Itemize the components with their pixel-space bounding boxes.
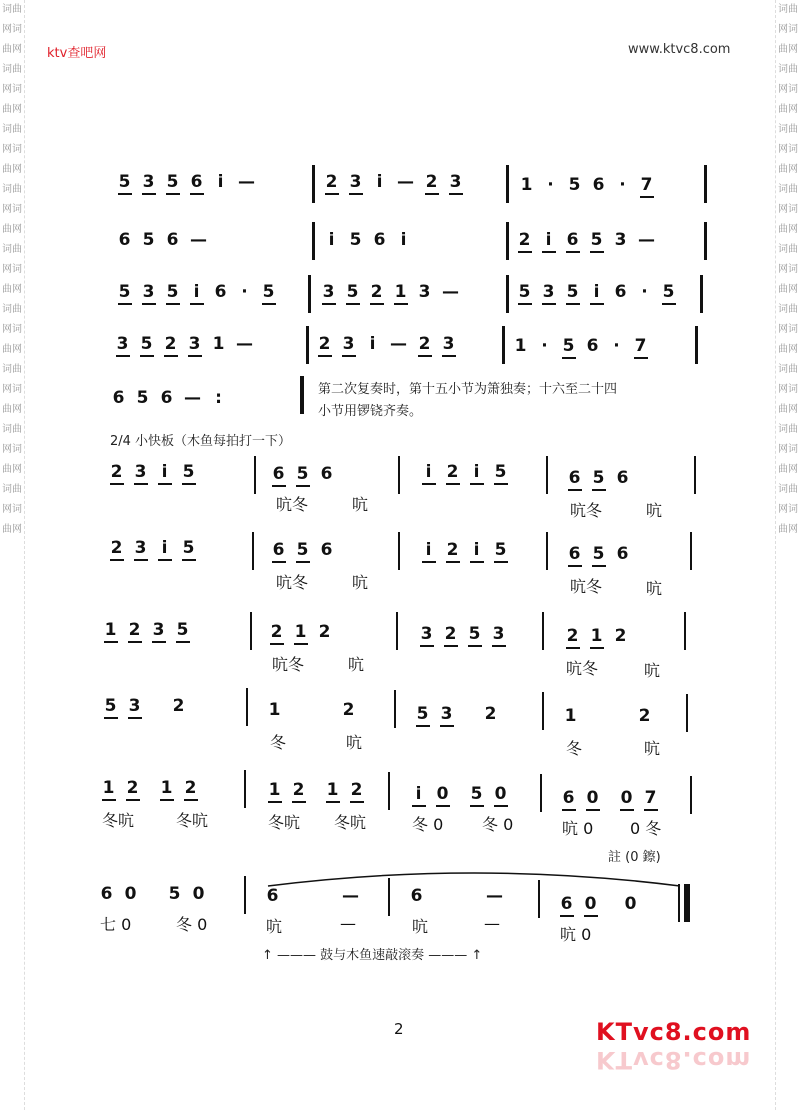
site-name-left[interactable]: ktv查吧网	[47, 46, 107, 61]
row8-lyric2: 吭冬	[272, 655, 305, 674]
row7-measure1: 2 3 i 5	[110, 538, 206, 561]
row7-measure3: i 2 i 5	[422, 540, 518, 563]
row8-lyric4: 吭冬	[566, 659, 599, 678]
barline	[250, 612, 252, 650]
site-url-right[interactable]: www.ktvc8.com	[628, 42, 731, 57]
row7-lyric4: 吭冬	[570, 577, 603, 596]
barline	[252, 532, 254, 570]
row10-lyric2: 冬吭	[268, 813, 301, 832]
row8-measure4: 2 1 2	[566, 626, 638, 649]
barline	[244, 770, 246, 808]
barline	[246, 688, 248, 726]
barline	[542, 692, 544, 730]
row6-lyric2: 吭冬	[276, 495, 309, 514]
barline	[695, 326, 698, 364]
row9-measure3: 5 3 2	[416, 704, 508, 727]
barline	[388, 772, 390, 810]
row6-lyric4: 吭冬	[570, 501, 603, 520]
row11-measure2: 6 —	[266, 886, 360, 906]
barline	[546, 532, 548, 570]
row10-lyric1: 冬吭	[102, 811, 135, 830]
barline	[308, 275, 311, 313]
row2-measure2: i 5 6 i	[328, 230, 408, 250]
row7-lyric4b: 吭	[646, 579, 663, 598]
row11-lyric3: 吭	[412, 917, 429, 936]
row4-measure2: 2 3 i — 2 3	[318, 334, 466, 357]
row11-lyric3b: —	[484, 914, 500, 933]
barline	[398, 532, 400, 570]
barline	[686, 694, 688, 732]
row2-measure3: 2 i 6 5 3 —	[518, 230, 666, 253]
row11-measure4: 6 0 0	[560, 894, 648, 917]
tempo-marking: 2/4 小快板（木鱼每拍打一下）	[110, 434, 292, 449]
row8-lyric2b: 吭	[348, 655, 365, 674]
row10-measure1: 1 2 1 2	[102, 778, 208, 801]
drum-roll-note: ↑ ——— 鼓与木鱼速敲滚奏 ——— ↑	[262, 948, 483, 963]
row8-lyric4b: 吭	[644, 661, 661, 680]
row6-measure3: i 2 i 5	[422, 462, 518, 485]
barline	[506, 165, 509, 203]
row9-measure4: 1 2	[564, 706, 652, 726]
barline	[690, 776, 692, 814]
row4-measure1: 3 5 2 3 1 —	[116, 334, 264, 357]
row3-measure2: 3 5 2 1 3 —	[322, 282, 470, 305]
site-logo-reflection: KTvc8.com	[596, 1046, 752, 1074]
row7-lyric2b: 吭	[352, 573, 369, 592]
row11-lyric1b: 冬 0	[176, 915, 208, 934]
barline	[542, 612, 544, 650]
row11-lyric2b: —	[340, 914, 356, 933]
row11-lyric1: 七 0	[100, 915, 132, 934]
barline	[306, 326, 309, 364]
row3-measure3: 5 3 5 i 6 · 5	[518, 282, 686, 305]
barline	[694, 456, 696, 494]
row6-measure4: 6 5 6	[568, 468, 640, 491]
row11-lyric4: 吭 0	[560, 925, 592, 944]
barline	[704, 222, 707, 260]
row6-lyric4b: 吭	[646, 501, 663, 520]
row6-lyric2b: 吭	[352, 495, 369, 514]
row10-lyric4: 吭 0	[562, 819, 594, 838]
row11-lyric2: 吭	[266, 917, 283, 936]
repeat-barline	[300, 376, 304, 414]
performance-note-line1: 第二次复奏时，第十五小节为箫独奏；十六至二十四	[318, 382, 618, 397]
row9-measure2: 1 2	[268, 700, 356, 720]
performance-note-line2: 小节用锣铙齐奏。	[318, 404, 423, 419]
barline	[312, 165, 315, 203]
row9-lyric4b: 吭	[644, 739, 661, 758]
final-barline-thin	[678, 884, 680, 922]
footnote: 註 (0 鑔)	[608, 850, 661, 865]
barline	[506, 222, 509, 260]
row1-measure3: 1 · 5 6 · 7	[520, 175, 664, 198]
barline	[704, 165, 707, 203]
left-margin-watermark: 词曲网词曲网词曲网词曲网词曲网词曲网词曲网词曲网词曲网词曲网词曲网词曲网词曲网词曲网词曲网词曲网词曲网词曲网	[0, 0, 25, 1110]
barline	[312, 222, 315, 260]
row1-measure1: 5 3 5 6 i —	[118, 172, 266, 195]
row8-measure1: 1 2 3 5	[104, 620, 200, 643]
barline	[690, 532, 692, 570]
row9-lyric4: 冬	[566, 739, 583, 758]
right-margin-watermark: 词曲网词曲网词曲网词曲网词曲网词曲网词曲网词曲网词曲网词曲网词曲网词曲网词曲网词曲网词曲网词曲网词曲网词曲网	[775, 0, 800, 1110]
barline	[394, 690, 396, 728]
row5-measure1: 6 5 6 — :	[112, 388, 223, 408]
barline	[244, 876, 246, 914]
row10-lyric4b: 0 冬	[630, 819, 662, 838]
row10-lyric1b: 冬吭	[176, 811, 209, 830]
row10-lyric3: 冬 0	[412, 815, 444, 834]
barline	[398, 456, 400, 494]
row9-lyric2: 冬	[270, 733, 287, 752]
barline	[684, 612, 686, 650]
row9-lyric2b: 吭	[346, 733, 363, 752]
row7-measure2: 6 5 6	[272, 540, 344, 563]
row10-lyric2b: 冬吭	[334, 813, 367, 832]
site-logo[interactable]: KTvc8.com	[596, 1018, 752, 1046]
barline	[254, 456, 256, 494]
barline	[502, 326, 505, 364]
final-barline-thick	[684, 884, 690, 922]
row11-measure1: 6 0 5 0	[100, 884, 206, 904]
barline	[546, 456, 548, 494]
barline	[506, 275, 509, 313]
row7-lyric2: 吭冬	[276, 573, 309, 592]
row2-measure1: 6 5 6 —	[118, 230, 208, 250]
barline	[538, 880, 540, 918]
row10-measure3: i 0 5 0	[412, 784, 518, 807]
row6-measure2: 6 5 6	[272, 464, 344, 487]
barline	[396, 612, 398, 650]
row3-measure1: 5 3 5 i 6 · 5	[118, 282, 286, 305]
barline	[700, 275, 703, 313]
row10-measure4: 6 0 0 7	[562, 788, 668, 811]
row8-measure2: 2 1 2	[270, 622, 342, 645]
row10-measure2: 1 2 1 2	[268, 780, 374, 803]
barline	[540, 774, 542, 812]
barline	[388, 878, 390, 916]
row1-measure2: 2 3 i — 2 3	[325, 172, 473, 195]
row10-lyric3b: 冬 0	[482, 815, 514, 834]
row4-measure3: 1 · 5 6 · 7	[514, 336, 658, 359]
page-number: 2	[394, 1020, 404, 1038]
tie-slur	[264, 866, 684, 888]
row8-measure3: 3 2 5 3	[420, 624, 516, 647]
row6-measure1: 2 3 i 5	[110, 462, 206, 485]
row11-measure3: 6 —	[410, 886, 504, 906]
row9-measure1: 5 3 2	[104, 696, 196, 719]
row7-measure4: 6 5 6	[568, 544, 640, 567]
